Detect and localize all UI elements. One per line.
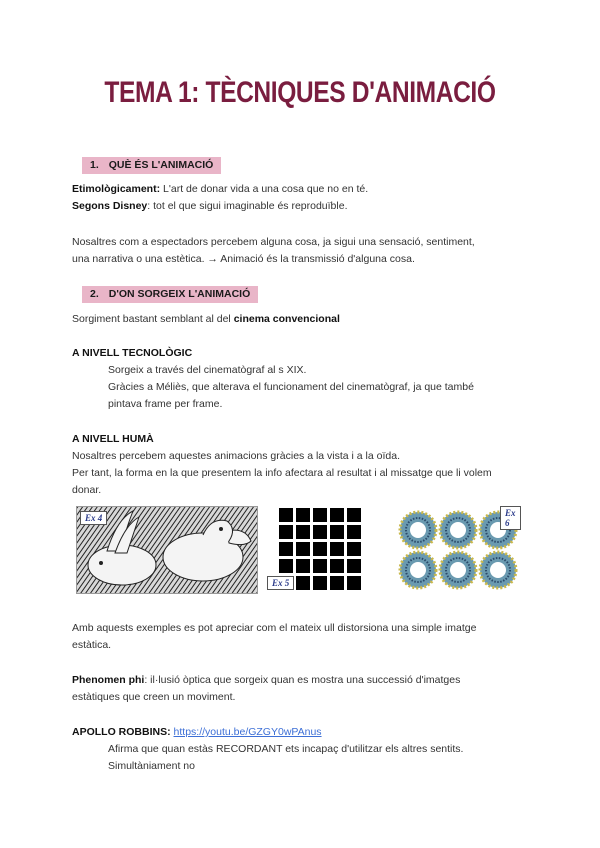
tecnologic-line-1: Sorgeix a través del cinematògraf al s XIX.: [108, 364, 307, 376]
page-title: TEMA 1: TÈCNIQUES D'ANIMACIÓ: [104, 76, 496, 109]
grid-square: [347, 542, 361, 556]
apollo-video-link[interactable]: https://youtu.be/GZGY0wPAnus: [173, 726, 322, 738]
phi-line-1: : il·lusió òptica que sorgeix quan es mostra una successió d'imatges: [144, 674, 461, 686]
apollo-paragraph: [72, 724, 322, 741]
illusion-ring-center: [450, 562, 466, 578]
grid-square: [296, 525, 310, 539]
grid-square: [296, 542, 310, 556]
grid-square: [279, 508, 293, 522]
illusion-ring-center: [410, 562, 426, 578]
disney-text: : tot el que sigui imaginable és reproduïble.: [147, 200, 348, 212]
tecnologic-heading: A NIVELL TECNOLÒGIC: [72, 347, 193, 359]
grid-square: [347, 525, 361, 539]
grid-square: [330, 542, 344, 556]
section-label: D'ON SORGEIX L'ANIMACIÓ: [108, 288, 251, 300]
section-number: 2.: [90, 288, 99, 300]
huma-heading: A NIVELL HUMÀ: [72, 433, 154, 445]
grid-square: [330, 525, 344, 539]
sorgiment-text: Sorgiment bastant semblant al del: [72, 313, 234, 325]
figure-tag-ex6: Ex 6: [500, 506, 521, 530]
grid-square: [279, 559, 293, 573]
figure-tag-ex5: Ex 5: [267, 576, 294, 590]
grid-square: [347, 576, 361, 590]
phi-paragraph: [72, 672, 460, 689]
grid-square: [279, 542, 293, 556]
rotating-circles-illusion-image: [396, 506, 520, 592]
grid-square: [313, 576, 327, 590]
rabbit-duck-illusion-image: [76, 506, 258, 594]
grid-square: [313, 508, 327, 522]
etimologia-label: Etimològicament:: [72, 183, 161, 195]
section-heading-1: [82, 157, 221, 174]
grid-square: [296, 508, 310, 522]
etimologia-paragraph: [72, 181, 368, 198]
etimologia-text: L'art de donar vida a una cosa que no en té.: [160, 183, 369, 195]
grid-square: [313, 542, 327, 556]
tecnologic-line-2: Gràcies a Méliès, que alterava el funcionament del cinematògraf, ja que també: [108, 381, 474, 393]
espectadors-line-2: una narrativa o una estètica. → Animació és la transmissió d'alguna cosa.: [72, 253, 415, 265]
illusion-ring-center: [410, 522, 426, 538]
grid-square: [330, 576, 344, 590]
huma-line-3: donar.: [72, 484, 102, 496]
espectadors-line-1: Nosaltres com a espectadors percebem alguna cosa, ja sigui una sensació, sentiment,: [72, 236, 475, 248]
grid-square: [330, 508, 344, 522]
apollo-label: APOLLO ROBBINS:: [72, 726, 171, 738]
huma-line-2: Per tant, la forma en la que presentem la info afectara al resultat i al missatge que li volem: [72, 467, 492, 479]
apollo-line-1: Afirma que quan estàs RECORDANT ets incapaç d'utilitzar els altres sentits.: [108, 743, 464, 755]
apollo-line-2: Simultàniament no: [108, 760, 195, 772]
hermann-grid-image: [265, 506, 371, 592]
grid-square: [330, 559, 344, 573]
exemples-line-1: Amb aquests exemples es pot apreciar com el mateix ull distorsiona una simple imatge: [72, 622, 477, 634]
sorgiment-paragraph: [72, 311, 340, 328]
figure-tag-ex4: Ex 4: [80, 511, 107, 525]
exemples-line-2: estàtica.: [72, 639, 112, 651]
grid-square: [296, 576, 310, 590]
grid-square: [313, 559, 327, 573]
illusion-ring-center: [450, 522, 466, 538]
phi-line-2: estàtiques que creen un moviment.: [72, 691, 236, 703]
grid-square: [347, 508, 361, 522]
section-number: 1.: [90, 159, 99, 171]
tecnologic-line-3: pintava frame per frame.: [108, 398, 223, 410]
grid-square: [296, 559, 310, 573]
grid-square: [313, 525, 327, 539]
grid-square: [347, 559, 361, 573]
section-label: QUÈ ÉS L'ANIMACIÓ: [108, 159, 214, 171]
disney-label: Segons Disney: [72, 200, 148, 212]
section-heading-2: [82, 286, 258, 303]
huma-line-1: Nosaltres percebem aquestes animacions gràcies a la vista i a la oïda.: [72, 450, 401, 462]
phi-label: Phenomen phi: [72, 674, 145, 686]
illusion-ring-center: [490, 562, 506, 578]
sorgiment-bold: cinema convencional: [233, 313, 340, 325]
disney-paragraph: [72, 198, 348, 215]
grid-square: [279, 525, 293, 539]
